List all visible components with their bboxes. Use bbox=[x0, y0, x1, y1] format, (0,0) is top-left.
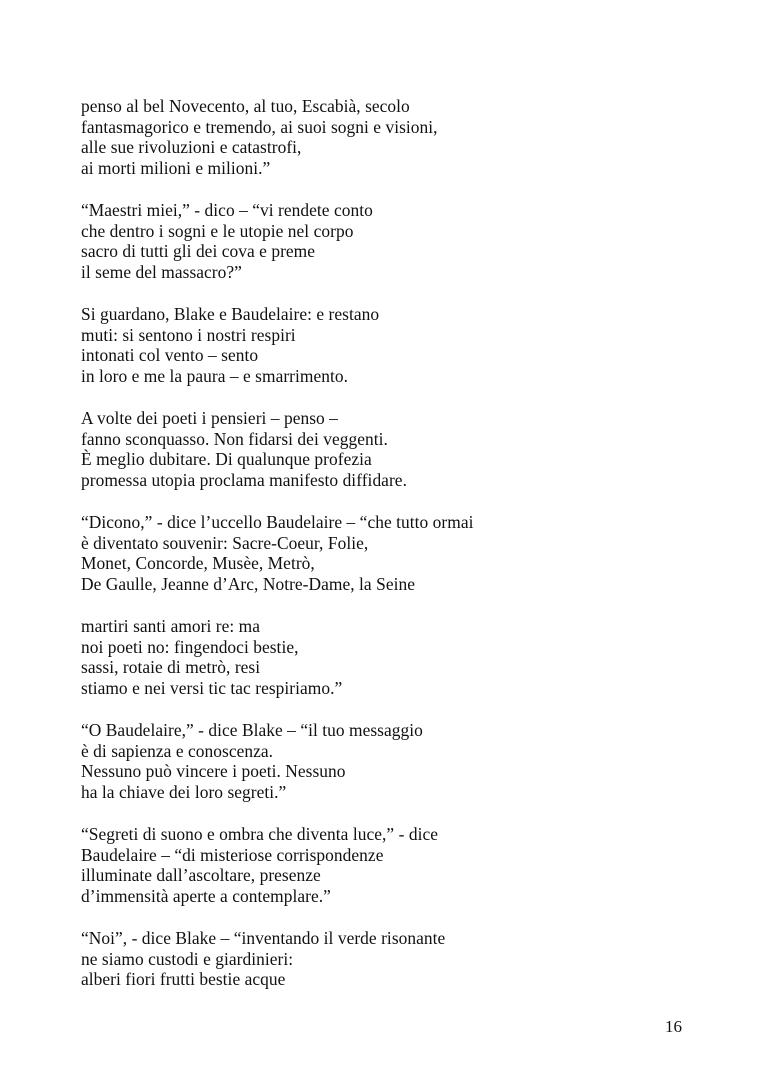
poem-line: “Maestri miei,” - dico – “vi rendete conto bbox=[81, 200, 373, 220]
poem-line: sassi, rotaie di metrò, resi bbox=[81, 657, 261, 677]
page-number: 16 bbox=[665, 1017, 682, 1036]
stanza bbox=[81, 824, 681, 906]
stanza bbox=[81, 304, 681, 386]
poem-line: penso al bel Novecento, al tuo, Escabià, secolo bbox=[81, 96, 410, 116]
poem-line: “Dicono,” - dice l’uccello Baudelaire – “che tutto ormai bbox=[81, 512, 474, 532]
poem-line: A volte dei poeti i pensieri – penso – bbox=[81, 408, 338, 428]
poem-line: alberi fiori frutti bestie acque bbox=[81, 969, 286, 989]
poem-line: il seme del massacro?” bbox=[81, 261, 242, 282]
poem-line: che dentro i sogni e le utopie nel corpo bbox=[81, 220, 354, 241]
poem-line: è di sapienza e conoscenza. bbox=[81, 740, 274, 761]
poem-line: stiamo e nei versi tic tac respiriamo.” bbox=[81, 677, 343, 698]
poem-line: fanno sconquasso. Non fidarsi dei veggenti. bbox=[81, 428, 388, 449]
poem-line: muti: si sentono i nostri respiri bbox=[81, 324, 296, 345]
poem-line: ne siamo custodi e giardinieri: bbox=[81, 948, 294, 969]
stanza bbox=[81, 200, 681, 282]
poem-line: “Segreti di suono e ombra che diventa luce,” - dice bbox=[81, 824, 438, 844]
poem-line: De Gaulle, Jeanne d’Arc, Notre-Dame, la Seine bbox=[81, 573, 415, 594]
poem-line: sacro di tutti gli dei cova e preme bbox=[81, 241, 316, 261]
poem-line: ha la chiave dei loro segreti.” bbox=[81, 781, 287, 802]
poem-line: è diventato souvenir: Sacre-Coeur, Folie, bbox=[81, 532, 369, 553]
poem-line: d’immensità aperte a contemplare.” bbox=[81, 885, 331, 906]
poem-line: martiri santi amori re: ma bbox=[81, 616, 261, 636]
poem-line: Monet, Concorde, Musèe, Metrò, bbox=[81, 553, 315, 573]
poem-line: noi poeti no: fingendoci bestie, bbox=[81, 636, 299, 657]
poem-line: in loro e me la paura – e smarrimento. bbox=[81, 365, 349, 386]
poem-line: alle sue rivoluzioni e catastrofi, bbox=[81, 137, 302, 157]
poem-line: Nessuno può vincere i poeti. Nessuno bbox=[81, 761, 346, 781]
stanza bbox=[81, 408, 681, 490]
stanza bbox=[81, 928, 681, 990]
stanza bbox=[81, 720, 681, 802]
poem-line: illuminate dall’ascoltare, presenze bbox=[81, 865, 321, 885]
poem-line: intonati col vento – sento bbox=[81, 345, 259, 365]
poem-line: “O Baudelaire,” - dice Blake – “il tuo messaggio bbox=[81, 720, 423, 740]
poem-line: ai morti milioni e milioni.” bbox=[81, 157, 271, 178]
stanza bbox=[81, 96, 681, 178]
stanza bbox=[81, 512, 681, 594]
poem-line: “Noi”, - dice Blake – “inventando il verde risonante bbox=[81, 928, 446, 948]
poem-line: Baudelaire – “di misteriose corrispondenze bbox=[81, 844, 384, 865]
poem-line: È meglio dubitare. Di qualunque profezia bbox=[81, 449, 372, 469]
poem-line: promessa utopia proclama manifesto diffidare. bbox=[81, 469, 407, 490]
poem-line: fantasmagorico e tremendo, ai suoi sogni e visioni, bbox=[81, 116, 438, 137]
poem-body bbox=[81, 96, 681, 1012]
stanza bbox=[81, 616, 681, 698]
poem-line: Si guardano, Blake e Baudelaire: e restano bbox=[81, 304, 380, 324]
